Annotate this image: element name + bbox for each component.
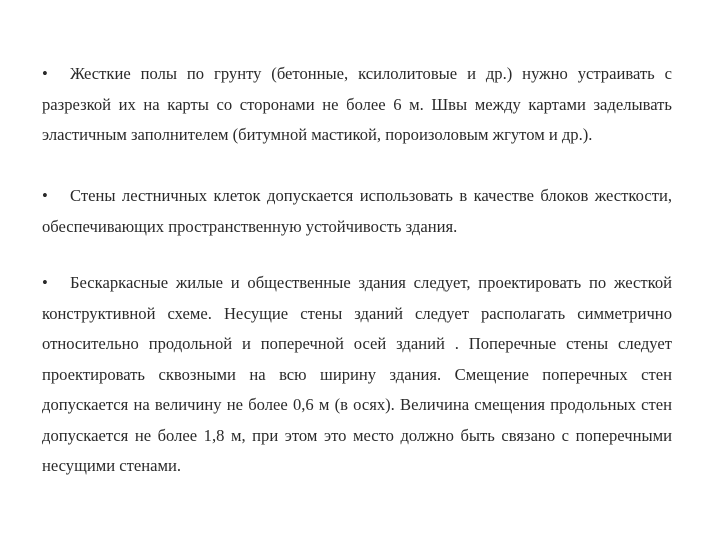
bullet-icon: • bbox=[42, 64, 48, 83]
bullet-paragraph-frameless-buildings bbox=[42, 268, 672, 482]
paragraph-text: Стены лестничных клеток допускается использовать в качестве блоков жесткости, обеспечивающих пространственную устойчивость здания. bbox=[42, 186, 672, 236]
paragraph-text: Бескаркасные жилые и общественные здания следует, проектировать по жесткой конструктивной схеме. Несущие стены зданий следует располагать симметрично относительно продольной и поперечной осей зданий . Поперечные стены следует проектировать сквозными на всю ширину здания. Смещение поперечных стен допускается на величину не более 0,6 м (в осях). Величина смещения продольных стен допускается не более 1,8 м, при этом это место должно быть связано с поперечными несущими стенами. bbox=[42, 273, 672, 475]
paragraph-text: Жесткие полы по грунту (бетонные, ксилолитовые и др.) нужно устраивать с разрезкой их на карты со сторонами не более 6 м. Швы между картами заделывать эластичным заполнителем (битумной мастикой, пороизоловым жгутом и др.). bbox=[42, 64, 672, 144]
bullet-icon: • bbox=[42, 186, 48, 205]
bullet-paragraph-floors bbox=[42, 59, 672, 151]
bullet-icon: • bbox=[42, 273, 48, 292]
bullet-paragraph-stairwells bbox=[42, 181, 672, 242]
